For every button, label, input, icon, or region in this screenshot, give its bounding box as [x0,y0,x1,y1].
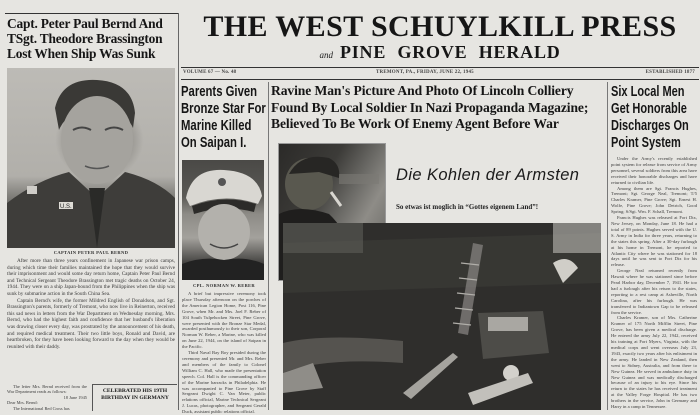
marine-paragraph: Third Naval Bay Boy presided during the ceremony and presented Mr. and Mrs. Reber and members of the family to Colonel William C. Hall, who made the presentation speech. Col. Hall is the commanding officer of the Marine barracks in Philadelphia. He was accompanied to Pine Grove by Staff Sergeant Dwight C. Van Meter, public relations official, Marine Technical Sergeant J. Lucas, photographer, and Sergeant Gerald Duck, assistant public relations official. [182,350,266,415]
birthday-headline [93,388,177,402]
left-paragraph: After more than three years confinement in Japanese war prison camps, during which time their families maintained the hope that they would survive their imprisonment and would some day return home, Captain Peter Paul Bernd and Technical Sergeant Theodore Brassington met tragic deaths on October 24, 1944. They were on a ship Japan-bound from the Philippines when the ship was sunk by submarine action in the South China Sea. [7,258,175,297]
svg-text:U.S.: U.S. [60,204,72,210]
top-rule [5,13,178,14]
letter-salutation: Dear Mrs. Bernd: [7,400,38,406]
left-headline-line: TSgt. Theodore Brassington [7,31,163,46]
letter-date: 18 June 1945 [63,394,87,400]
dateline: TREMONT, PA., FRIDAY, JUNE 22, 1945 [376,70,474,75]
masthead-title: THE WEST SCHUYLKILL PRESS [203,10,677,43]
marine-paragraph: A brief but impressive ceremony took place Thursday afternoon on the porches of the American Legion Home, Post 116, Pine Grove, when Mr. and Mrs. Joel F. Reber of 104 South Tulpehocken Street, Pine Grove, were presented with the Bronze Star Medal, awarded posthumously to their son, Corporal Norman W. Reber, a Marine, who was killed on June 22, 1944, on the island of Saipan in the Pacific. [182,291,266,350]
masthead-rule-top [181,67,699,68]
bernd-photo-caption: CAPTAIN PETER PAUL BERND [53,250,129,255]
volume-number: VOLUME 67 — No. 48 [183,70,237,75]
discharges-headline-line: Get Honorable [611,101,687,117]
birthday-headline-line: BIRTHDAY IN GERMANY [101,395,169,401]
center-headline-line: Believed To Be Work Of Enemy Agent Before War [271,116,559,131]
column-rule [178,13,179,410]
marine-headline-line: Marine Killed [181,118,252,134]
marine-headline-line: Bronze Star For [181,101,266,117]
discharges-headline-line: Point System [611,135,681,151]
left-headline [7,16,179,61]
dateline-bar [181,69,697,78]
marine-silhouette-icon [182,160,264,280]
discharges-paragraph: Among them are Sgt. Francis Hughes, Tremont; Sgt. George Neal, Tremont; T/5 Charles Kramer, Pine Grove; Sgt. Ernest H. Wolfe, Pine Grove; John Detrich, Good Spring; S/Sgt. Wm. F. Schall, Tremont. [611,185,697,215]
reber-portrait-photo [182,160,264,280]
center-headline [271,83,611,133]
marine-headline-line: On Saipan I. [181,135,247,151]
discharges-paragraph: Charles Kramer, son of Mrs. Catherine Kramer of 175 North Mifflin Street, Pine Grove, has been given a medical discharge. He entered the army July 22, 1942, received his training at Fort Myers, Virginia, with the medical corps and went overseas July 23, 1943, exactly two years after his enlistment in the army. He landed in New Zealand, then went to Sidney, Australia, and from there to New Guinea. He served in ambulance duty in New Guinea and was medically discharged because of an injury to his eye. Since his return to the states he has received treatment at the Valley Forge Hospital. He has two brothers in the service, John in Germany and Harry in a camp in Tennessee. [611,315,697,410]
marine-headline-line: Parents Given [181,84,258,100]
german-magazine-title: Die Kohlen der Armsten [396,166,580,184]
german-magazine-subtitle: So etwas ist moglich in “Gottes eigenem Land”! [396,203,539,211]
left-story-body [7,258,175,350]
masthead-subtitle-prefix: and [319,50,333,60]
soldier-silhouette-icon [7,68,175,248]
column-rule [268,82,269,410]
discharges-headline-line: Discharges On [611,118,689,134]
established-year: ESTABLISHED 1877 [645,70,695,75]
left-paragraph: Captain Bernd's wife, the former Mildred English of Donaldson, and Sgt. Brassington's parents, formerly of Tremont, who now live in Reinerton, received this sad news in letters from the War Department on Wednesday morning. Mrs. Bernd, who had the highest faith and confidence that her husband's liberation was drawing closer every day, was prostrated by the announcement of his death, and required medical treatment. Their two little boys, Ronald and David, are heartbroken, for they have been looking forward to the day when they would be reunited with their daddy. [7,297,175,350]
masthead-subtitle [180,43,700,63]
reber-photo-caption: CPL. NORMAN W. REBER [192,283,256,288]
discharges-headline-line: Six Local Men [611,84,685,100]
discharges-headline [611,84,700,152]
marine-headline [181,84,275,152]
discharges-paragraph: George Neal returned recently from Hawaii where he was stationed since before Pearl Harbor day, December 7, 1941. He too had a furlough after his return to the states, reporting to a rest camp at Asheville, North Carolina, after his furlough. He was transferred to Indiantown Gap to be released from the service. [611,268,697,315]
bernd-portrait-photo [7,68,175,248]
letter-intro: The letter Mrs. Bernd received from the War Department reads as follows: [7,384,87,395]
letter-excerpt [7,384,87,411]
lincoln-colliery-photo [283,223,601,410]
birthday-sidebar-box [92,384,177,411]
center-headline-line: Found By Local Soldier In Nazi Propaganda Magazine; [271,99,589,115]
marine-story-body [182,291,266,415]
masthead-rule-bottom [181,79,699,80]
letter-start: The International Red Cross has [13,405,70,411]
discharges-paragraph: Under the Army's recently established point system for release from service of Army personnel, several soldiers from this area have received their honorable discharges and have returned to civilian life. [611,156,697,185]
left-headline-line: Lost When Ship Was Sunk [7,46,156,61]
center-headline-line: Ravine Man's Picture And Photo Of Lincoln Colliery [271,83,574,98]
discharges-story-body [611,156,697,410]
colliery-scene-icon [283,223,601,410]
birthday-headline-line: CELEBRATED HIS 19TH [102,388,168,394]
discharges-paragraph: Francis Hughes was released at Fort Dix, New Jersey, on Monday, June 18. He had a total of 89 points. Hughes served with the U. S. Army in India for three years, returning to the states this spring. After a 30-day furlough at his home in Tremont, he reported to Atlantic City where he was stationed for 18 days until he was sent to Fort Dix for his release. [611,215,697,268]
column-rule [607,82,608,410]
left-headline-line: Capt. Peter Paul Bernd And [7,16,163,31]
masthead-subtitle-text: PINE GROVE HERALD [339,42,561,62]
